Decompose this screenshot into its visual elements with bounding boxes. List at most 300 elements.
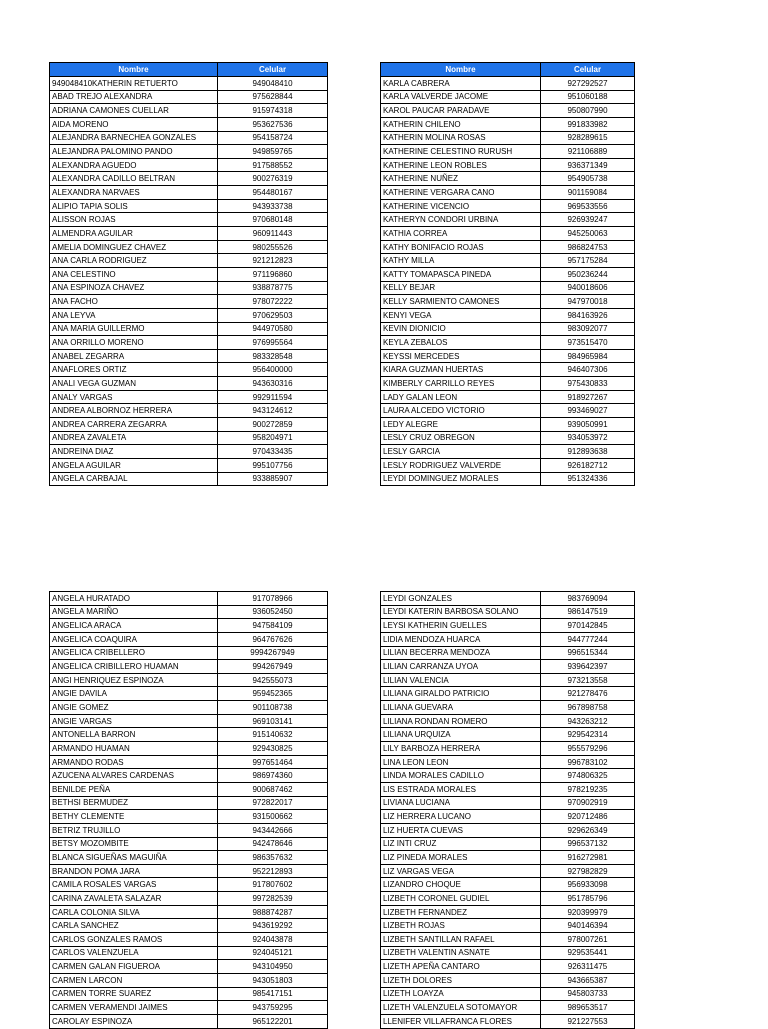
contact-name-cell: AMELIA DOMINGUEZ CHAVEZ bbox=[50, 240, 218, 254]
table-row bbox=[381, 199, 635, 213]
contact-name-cell: LEYSI KATHERIN GUELLES bbox=[381, 619, 541, 633]
contact-phone-cell: 921227553 bbox=[541, 1014, 635, 1028]
contact-name-cell: KENYI VEGA bbox=[381, 308, 541, 322]
contact-phone-cell: 949048410 bbox=[218, 77, 328, 91]
contact-phone-cell: 997651464 bbox=[218, 755, 328, 769]
table-row bbox=[50, 973, 328, 987]
table-row bbox=[50, 213, 328, 227]
contact-phone-cell: 926939247 bbox=[541, 213, 635, 227]
contact-phone-cell: 921278476 bbox=[541, 687, 635, 701]
contact-phone-cell: 936052450 bbox=[218, 605, 328, 619]
table-row bbox=[381, 701, 635, 715]
contact-phone-cell: 943619292 bbox=[218, 919, 328, 933]
contact-phone-cell: 946407306 bbox=[541, 363, 635, 377]
contacts-body bbox=[381, 77, 635, 486]
contact-name-cell: ANGELA MARIÑO bbox=[50, 605, 218, 619]
contact-phone-cell: 900276319 bbox=[218, 172, 328, 186]
contact-phone-cell: 940146394 bbox=[541, 919, 635, 933]
table-row bbox=[50, 660, 328, 674]
table-row bbox=[381, 227, 635, 241]
table-row bbox=[50, 322, 328, 336]
contact-phone-cell: 927292527 bbox=[541, 77, 635, 91]
contact-name-cell: ANGELA AGUILAR bbox=[50, 458, 218, 472]
table-row bbox=[381, 933, 635, 947]
contact-name-cell: KELLY BEJAR bbox=[381, 281, 541, 295]
contact-name-cell: LESLY GARCIA bbox=[381, 445, 541, 459]
table-row bbox=[50, 755, 328, 769]
contact-phone-cell: 969103141 bbox=[218, 714, 328, 728]
contact-phone-cell: 900687462 bbox=[218, 782, 328, 796]
contact-phone-cell: 933885907 bbox=[218, 472, 328, 486]
table-row bbox=[50, 769, 328, 783]
contact-name-cell: LIZ INTI CRUZ bbox=[381, 837, 541, 851]
table-row bbox=[50, 418, 328, 432]
contact-phone-cell: 943759295 bbox=[218, 1001, 328, 1015]
contact-phone-cell: 954480167 bbox=[218, 186, 328, 200]
table-row bbox=[381, 592, 635, 606]
contact-phone-cell: 970433435 bbox=[218, 445, 328, 459]
contact-phone-cell: 920712486 bbox=[541, 810, 635, 824]
contact-name-cell: LIZETH LOAYZA bbox=[381, 987, 541, 1001]
contact-name-cell: ANA LEYVA bbox=[50, 308, 218, 322]
table-row bbox=[50, 960, 328, 974]
table-row bbox=[381, 864, 635, 878]
contact-phone-cell: 956400000 bbox=[218, 363, 328, 377]
table-row bbox=[381, 619, 635, 633]
contact-name-cell: LESLY CRUZ OBREGON bbox=[381, 431, 541, 445]
contact-phone-cell: 975430833 bbox=[541, 377, 635, 391]
table-row bbox=[381, 418, 635, 432]
contact-name-cell: ANDREA ZAVALETA bbox=[50, 431, 218, 445]
table-row bbox=[50, 619, 328, 633]
table-row bbox=[50, 605, 328, 619]
contact-phone-cell: 986824753 bbox=[541, 240, 635, 254]
table-row bbox=[50, 431, 328, 445]
table-row bbox=[50, 117, 328, 131]
contact-name-cell: LILIAN CARRANZA UYOA bbox=[381, 660, 541, 674]
contact-name-cell: BENILDE PEÑA bbox=[50, 782, 218, 796]
table-row bbox=[50, 199, 328, 213]
contact-phone-cell: 996515344 bbox=[541, 646, 635, 660]
contact-name-cell: ADRIANA CAMONES CUELLAR bbox=[50, 104, 218, 118]
table-row bbox=[50, 646, 328, 660]
contact-name-cell: LINA LEON LEON bbox=[381, 755, 541, 769]
contact-phone-cell: 970680148 bbox=[218, 213, 328, 227]
table-row bbox=[381, 769, 635, 783]
contact-phone-cell: 947970018 bbox=[541, 295, 635, 309]
contact-name-cell: LIVIANA LUCIANA bbox=[381, 796, 541, 810]
contact-phone-cell: 976995564 bbox=[218, 336, 328, 350]
contact-name-cell: ALEJANDRA PALOMINO PANDO bbox=[50, 145, 218, 159]
table-row bbox=[381, 172, 635, 186]
contact-name-cell: ANGELICA COAQUIRA bbox=[50, 632, 218, 646]
table-row bbox=[50, 445, 328, 459]
contacts-table-3 bbox=[49, 591, 328, 1029]
table-row bbox=[50, 673, 328, 687]
table-row bbox=[381, 960, 635, 974]
table-row bbox=[50, 227, 328, 241]
contact-phone-cell: 991833982 bbox=[541, 117, 635, 131]
contact-phone-cell: 9994267949 bbox=[218, 646, 328, 660]
contact-name-cell: LADY GALAN LEON bbox=[381, 390, 541, 404]
contact-name-cell: KARLA CABRERA bbox=[381, 77, 541, 91]
contact-name-cell: BETSY MOZOMBITE bbox=[50, 837, 218, 851]
contact-name-cell: CARLOS VALENZUELA bbox=[50, 946, 218, 960]
table-row bbox=[50, 892, 328, 906]
table-row bbox=[50, 714, 328, 728]
table-row bbox=[50, 837, 328, 851]
table-row bbox=[50, 131, 328, 145]
table-row bbox=[50, 1001, 328, 1015]
contact-name-cell: ANGIE DAVILA bbox=[50, 687, 218, 701]
contact-phone-cell: 947584109 bbox=[218, 619, 328, 633]
contact-phone-cell: 900272859 bbox=[218, 418, 328, 432]
contact-name-cell: LEYDI GONZALES bbox=[381, 592, 541, 606]
table-row bbox=[381, 458, 635, 472]
contact-name-cell: ANA FACHO bbox=[50, 295, 218, 309]
table-row bbox=[381, 987, 635, 1001]
contact-name-cell: KELLY SARMIENTO CAMONES bbox=[381, 295, 541, 309]
contact-phone-cell: 929542314 bbox=[541, 728, 635, 742]
contact-name-cell: ALIPIO TAPIA SOLIS bbox=[50, 199, 218, 213]
contact-phone-cell: 934053972 bbox=[541, 431, 635, 445]
table-row bbox=[50, 295, 328, 309]
phone-column-header: Celular bbox=[218, 63, 328, 77]
contact-phone-cell: 996783102 bbox=[541, 755, 635, 769]
contact-name-cell: KIMBERLY CARRILLO REYES bbox=[381, 377, 541, 391]
contact-name-cell: ANA ORRILLO MORENO bbox=[50, 336, 218, 350]
contact-name-cell: LESLY RODRIGUEZ VALVERDE bbox=[381, 458, 541, 472]
contact-name-cell: LIZBETH FERNANDEZ bbox=[381, 905, 541, 919]
contact-name-cell: AZUCENA ALVARES CARDENAS bbox=[50, 769, 218, 783]
table-row bbox=[381, 632, 635, 646]
contact-phone-cell: 970142845 bbox=[541, 619, 635, 633]
table-row bbox=[381, 837, 635, 851]
table-row bbox=[50, 946, 328, 960]
contact-phone-cell: 915140632 bbox=[218, 728, 328, 742]
contact-name-cell: LLENIFER VILLAFRANCA FLORES bbox=[381, 1014, 541, 1028]
table-row bbox=[381, 892, 635, 906]
table-row bbox=[381, 431, 635, 445]
contact-phone-cell: 943124612 bbox=[218, 404, 328, 418]
contact-name-cell: 949048410KATHERIN RETUERTO bbox=[50, 77, 218, 91]
table-row bbox=[50, 810, 328, 824]
contact-name-cell: ANA CELESTINO bbox=[50, 267, 218, 281]
table-row bbox=[381, 117, 635, 131]
table-row bbox=[50, 823, 328, 837]
table-row bbox=[50, 701, 328, 715]
contacts-table-1 bbox=[49, 62, 328, 486]
contact-phone-cell: 924043878 bbox=[218, 933, 328, 947]
table-row bbox=[50, 254, 328, 268]
contact-phone-cell: 927982829 bbox=[541, 864, 635, 878]
contact-phone-cell: 920399979 bbox=[541, 905, 635, 919]
table-row bbox=[50, 458, 328, 472]
contact-phone-cell: 951785796 bbox=[541, 892, 635, 906]
contact-phone-cell: 978072222 bbox=[218, 295, 328, 309]
contact-phone-cell: 975628844 bbox=[218, 90, 328, 104]
contact-phone-cell: 943933738 bbox=[218, 199, 328, 213]
contact-name-cell: ANGELICA ARACA bbox=[50, 619, 218, 633]
contact-phone-cell: 957175284 bbox=[541, 254, 635, 268]
contacts-table-2 bbox=[380, 62, 635, 486]
contact-phone-cell: 917078966 bbox=[218, 592, 328, 606]
contact-name-cell: ANABEL ZEGARRA bbox=[50, 349, 218, 363]
contact-phone-cell: 972822017 bbox=[218, 796, 328, 810]
contact-phone-cell: 978219235 bbox=[541, 782, 635, 796]
contact-name-cell: ARMANDO HUAMAN bbox=[50, 742, 218, 756]
contact-name-cell: CARMEN LARCON bbox=[50, 973, 218, 987]
contact-name-cell: ANGELICA CRIBILLERO HUAMAN bbox=[50, 660, 218, 674]
contact-name-cell: LEYDI KATERIN BARBOSA SOLANO bbox=[381, 605, 541, 619]
contact-name-cell: ANA ESPINOZA CHAVEZ bbox=[50, 281, 218, 295]
contact-name-cell: ANGIE VARGAS bbox=[50, 714, 218, 728]
table-row bbox=[50, 390, 328, 404]
contact-phone-cell: 970629503 bbox=[218, 308, 328, 322]
contact-phone-cell: 954905738 bbox=[541, 172, 635, 186]
contact-phone-cell: 924045121 bbox=[218, 946, 328, 960]
table-row bbox=[50, 336, 328, 350]
contact-phone-cell: 951060188 bbox=[541, 90, 635, 104]
contact-name-cell: LEDY ALEGRE bbox=[381, 418, 541, 432]
contact-phone-cell: 986974360 bbox=[218, 769, 328, 783]
contact-phone-cell: 995107756 bbox=[218, 458, 328, 472]
contact-name-cell: KATHERYN CONDORI URBINA bbox=[381, 213, 541, 227]
table-row bbox=[381, 946, 635, 960]
contact-name-cell: BETHSI BERMUDEZ bbox=[50, 796, 218, 810]
contact-phone-cell: 970902919 bbox=[541, 796, 635, 810]
table-row bbox=[50, 742, 328, 756]
table-row bbox=[381, 104, 635, 118]
contact-phone-cell: 918927267 bbox=[541, 390, 635, 404]
table-row bbox=[381, 390, 635, 404]
table-row bbox=[381, 605, 635, 619]
contact-phone-cell: 938878775 bbox=[218, 281, 328, 295]
table-row bbox=[50, 905, 328, 919]
contact-phone-cell: 951324336 bbox=[541, 472, 635, 486]
contact-phone-cell: 943263212 bbox=[541, 714, 635, 728]
contact-phone-cell: 901108738 bbox=[218, 701, 328, 715]
contact-name-cell: ABAD TREJO ALEXANDRA bbox=[50, 90, 218, 104]
table-row bbox=[381, 240, 635, 254]
contact-name-cell: CARLA COLONIA SILVA bbox=[50, 905, 218, 919]
contact-phone-cell: 983328548 bbox=[218, 349, 328, 363]
table-row bbox=[50, 851, 328, 865]
table-row bbox=[381, 796, 635, 810]
contact-name-cell: LIZ VARGAS VEGA bbox=[381, 864, 541, 878]
table-row bbox=[50, 145, 328, 159]
table-row bbox=[381, 254, 635, 268]
contact-name-cell: LIDIA MENDOZA HUARCA bbox=[381, 632, 541, 646]
table-row bbox=[50, 919, 328, 933]
contact-name-cell: KATHERINE VERGARA CANO bbox=[381, 186, 541, 200]
contact-phone-cell: 960911443 bbox=[218, 227, 328, 241]
contact-phone-cell: 943630316 bbox=[218, 377, 328, 391]
contact-phone-cell: 983769094 bbox=[541, 592, 635, 606]
contact-phone-cell: 943665387 bbox=[541, 973, 635, 987]
contact-phone-cell: 944777244 bbox=[541, 632, 635, 646]
table-row bbox=[381, 322, 635, 336]
contact-phone-cell: 964767626 bbox=[218, 632, 328, 646]
contact-name-cell: ALISSON ROJAS bbox=[50, 213, 218, 227]
table-row bbox=[381, 131, 635, 145]
table-row bbox=[381, 158, 635, 172]
contact-phone-cell: 974806325 bbox=[541, 769, 635, 783]
contact-name-cell: KIARA GUZMAN HUERTAS bbox=[381, 363, 541, 377]
contact-phone-cell: 984163926 bbox=[541, 308, 635, 322]
contact-name-cell: LIZ HUERTA CUEVAS bbox=[381, 823, 541, 837]
contact-phone-cell: 939642397 bbox=[541, 660, 635, 674]
contact-name-cell: CARMEN GALAN FIGUEROA bbox=[50, 960, 218, 974]
contact-name-cell: KEVIN DIONICIO bbox=[381, 322, 541, 336]
contact-phone-cell: 943442666 bbox=[218, 823, 328, 837]
contact-name-cell: BETHY CLEMENTE bbox=[50, 810, 218, 824]
table-row bbox=[50, 472, 328, 486]
contact-name-cell: KATHERIN MOLINA ROSAS bbox=[381, 131, 541, 145]
table-row bbox=[381, 728, 635, 742]
contact-phone-cell: 988874287 bbox=[218, 905, 328, 919]
phone-column-header: Celular bbox=[541, 63, 635, 77]
contact-name-cell: KATHERINE LEON ROBLES bbox=[381, 158, 541, 172]
contact-name-cell: LILIANA URQUIZA bbox=[381, 728, 541, 742]
table-row bbox=[381, 90, 635, 104]
contact-phone-cell: 926311475 bbox=[541, 960, 635, 974]
table-row bbox=[50, 632, 328, 646]
contact-name-cell: KARLA VALVERDE JACOME bbox=[381, 90, 541, 104]
contact-name-cell: LILY BARBOZA HERRERA bbox=[381, 742, 541, 756]
contact-phone-cell: 945250063 bbox=[541, 227, 635, 241]
contact-name-cell: LILIANA RONDAN ROMERO bbox=[381, 714, 541, 728]
contact-phone-cell: 949859765 bbox=[218, 145, 328, 159]
contact-phone-cell: 973213558 bbox=[541, 673, 635, 687]
contacts-table-4 bbox=[380, 591, 635, 1029]
header-row bbox=[381, 63, 635, 77]
contact-phone-cell: 942555073 bbox=[218, 673, 328, 687]
contact-phone-cell: 936371349 bbox=[541, 158, 635, 172]
contacts-body bbox=[381, 592, 635, 1029]
table-row bbox=[50, 363, 328, 377]
table-row bbox=[381, 281, 635, 295]
contact-name-cell: LIZETH DOLORES bbox=[381, 973, 541, 987]
contact-phone-cell: 917807602 bbox=[218, 878, 328, 892]
contact-phone-cell: 943104950 bbox=[218, 960, 328, 974]
contact-name-cell: ALMENDRA AGUILAR bbox=[50, 227, 218, 241]
contact-phone-cell: 915974318 bbox=[218, 104, 328, 118]
contact-name-cell: LEYDI DOMINGUEZ MORALES bbox=[381, 472, 541, 486]
table-row bbox=[381, 673, 635, 687]
contact-name-cell: CARMEN TORRE SUAREZ bbox=[50, 987, 218, 1001]
contact-phone-cell: 939050991 bbox=[541, 418, 635, 432]
table-row bbox=[50, 782, 328, 796]
table-row bbox=[381, 145, 635, 159]
contact-name-cell: KEYLA ZEBALOS bbox=[381, 336, 541, 350]
contact-phone-cell: 929626349 bbox=[541, 823, 635, 837]
table-row bbox=[381, 810, 635, 824]
contacts-body bbox=[50, 77, 328, 486]
contacts-body bbox=[50, 592, 328, 1029]
contact-name-cell: LILIAN VALENCIA bbox=[381, 673, 541, 687]
contact-name-cell: ANA CARLA RODRIGUEZ bbox=[50, 254, 218, 268]
contact-name-cell: ANALY VARGAS bbox=[50, 390, 218, 404]
contact-name-cell: ANA MARIA GUILLERMO bbox=[50, 322, 218, 336]
contact-phone-cell: 967898758 bbox=[541, 701, 635, 715]
contact-phone-cell: 917588552 bbox=[218, 158, 328, 172]
contact-phone-cell: 950807990 bbox=[541, 104, 635, 118]
contact-phone-cell: 969533556 bbox=[541, 199, 635, 213]
contact-name-cell: LAURA ALCEDO VICTORIO bbox=[381, 404, 541, 418]
table-row bbox=[381, 646, 635, 660]
contact-phone-cell: 971196860 bbox=[218, 267, 328, 281]
contact-name-cell: ANTONELLA BARRON bbox=[50, 728, 218, 742]
table-row bbox=[50, 267, 328, 281]
table-row bbox=[381, 267, 635, 281]
table-row bbox=[381, 782, 635, 796]
table-row bbox=[381, 660, 635, 674]
table-row bbox=[50, 1014, 328, 1028]
table-row bbox=[381, 336, 635, 350]
table-row bbox=[381, 714, 635, 728]
table-row bbox=[381, 295, 635, 309]
contact-name-cell: KATHERINE VICENCIO bbox=[381, 199, 541, 213]
contact-phone-cell: 965122201 bbox=[218, 1014, 328, 1028]
contact-phone-cell: 996537132 bbox=[541, 837, 635, 851]
contact-name-cell: CARINA ZAVALETA SALAZAR bbox=[50, 892, 218, 906]
table-row bbox=[50, 404, 328, 418]
table-row bbox=[50, 90, 328, 104]
table-row bbox=[381, 755, 635, 769]
contact-name-cell: ANGELICA CRIBELLERO bbox=[50, 646, 218, 660]
table-row bbox=[50, 377, 328, 391]
contact-phone-cell: 950236244 bbox=[541, 267, 635, 281]
contact-phone-cell: 921106889 bbox=[541, 145, 635, 159]
table-row bbox=[50, 172, 328, 186]
table-row bbox=[50, 104, 328, 118]
contact-name-cell: LIS ESTRADA MORALES bbox=[381, 782, 541, 796]
contact-name-cell: LILIANA GIRALDO PATRICIO bbox=[381, 687, 541, 701]
contact-name-cell: AIDA MORENO bbox=[50, 117, 218, 131]
table-row bbox=[381, 823, 635, 837]
contact-phone-cell: 926182712 bbox=[541, 458, 635, 472]
contact-name-cell: ALEJANDRA BARNECHEA GONZALES bbox=[50, 131, 218, 145]
contact-phone-cell: 940018606 bbox=[541, 281, 635, 295]
contact-name-cell: LIZBETH VALENTIN ASNATE bbox=[381, 946, 541, 960]
contact-name-cell: LINDA MORALES CADILLO bbox=[381, 769, 541, 783]
contact-phone-cell: 931500662 bbox=[218, 810, 328, 824]
contact-name-cell: LIZETH VALENZUELA SOTOMAYOR bbox=[381, 1001, 541, 1015]
contact-name-cell: BETRIZ TRUJILLO bbox=[50, 823, 218, 837]
contact-phone-cell: 980255526 bbox=[218, 240, 328, 254]
table-row bbox=[381, 851, 635, 865]
contact-phone-cell: 953627536 bbox=[218, 117, 328, 131]
contact-name-cell: CAROLAY ESPINOZA bbox=[50, 1014, 218, 1028]
table-row bbox=[381, 1014, 635, 1028]
table-row bbox=[381, 363, 635, 377]
contact-phone-cell: 989653517 bbox=[541, 1001, 635, 1015]
contact-phone-cell: 956933098 bbox=[541, 878, 635, 892]
contact-phone-cell: 955579296 bbox=[541, 742, 635, 756]
contact-phone-cell: 929535441 bbox=[541, 946, 635, 960]
contact-name-cell: ANGELA CARBAJAL bbox=[50, 472, 218, 486]
contact-name-cell: LIZ PINEDA MORALES bbox=[381, 851, 541, 865]
contact-name-cell: ARMANDO RODAS bbox=[50, 755, 218, 769]
contact-phone-cell: 978007261 bbox=[541, 933, 635, 947]
contact-name-cell: ANGIE GOMEZ bbox=[50, 701, 218, 715]
table-row bbox=[381, 349, 635, 363]
contact-name-cell: ANAFLORES ORTIZ bbox=[50, 363, 218, 377]
contact-phone-cell: 985417151 bbox=[218, 987, 328, 1001]
contact-name-cell: CAMILA ROSALES VARGAS bbox=[50, 878, 218, 892]
contact-phone-cell: 973515470 bbox=[541, 336, 635, 350]
